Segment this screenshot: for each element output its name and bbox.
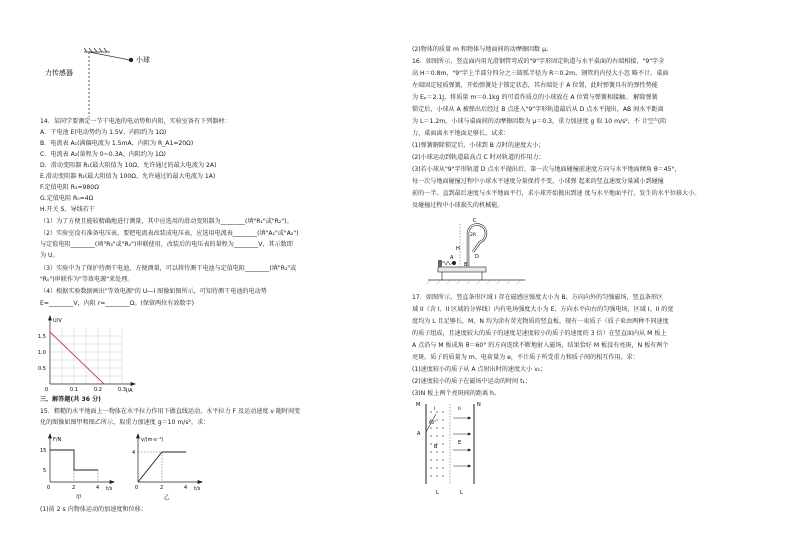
graph-xtick: 0.2 [94, 387, 102, 393]
track-label-a: A [450, 255, 454, 261]
q15-sub2: (2)物体的质量 m 和物体与地面间的动摩擦因数 μ。 [412, 46, 553, 53]
ft-xtick: 0 [47, 485, 51, 491]
label-region-2: II [458, 407, 461, 412]
q16-text: 为 Eₚ＝2.1J，将质量 m＝0.1kg 的可看作质点的小球放在 A 位置与弹簧相接触。 解除弹簧 [412, 94, 658, 101]
q17-sub: (3)N 板上两个亮斑间的距离 h。 [412, 390, 500, 397]
q14-sub3: （3）实验中为了保护待测干电池、方便测量，可以将待测干电池与定值电阻________(填"R₃"或 [40, 265, 297, 272]
track-label-b: B [464, 262, 468, 268]
q14-sub4: （4）根据实验数据画出"等效电源"的 U—I 图像如图所示，可知待测干电池的电动势 [40, 288, 267, 295]
graph-xtick: 0.1 [70, 387, 78, 393]
q15-sub1: (1)前 2 s 内物体运动的加速度和位移； [40, 506, 147, 513]
q14-item: H.开关 S、导线若干 [40, 206, 95, 213]
q14-sub3: "R₀")串联作为"等效电源"来处理。 [40, 276, 134, 283]
graph-xtick: 0.3 [118, 387, 126, 393]
q16-text: 为 L＝1.2m，小球与桌面间的动摩擦因数为 μ＝0.3，重力加速度 g 取 10 m/s²，不 计空气阻 [412, 118, 667, 125]
ft-xlabel: t/s [106, 486, 113, 492]
ft-ylabel: F/N [53, 437, 62, 443]
spring-icon [442, 261, 452, 265]
q14-intro: 14．某同学要测定一节干电池的电动势和内阻，实验室备有下列器材： [40, 118, 231, 125]
graph-ytick: 1.5 [38, 334, 46, 340]
q16-text: 锁定后，小球从 A 被弹出后经过 B 点进入"9"字形轨道最后从 D 点水平抛出，AB 间水平距离 [412, 106, 664, 113]
q17-text: 域 II（含 I、II 区域的分界线）内有电场强度大小为 E、方向水平向右的匀强电场，区域 I、II 的宽 [412, 306, 674, 313]
q16-sub: (2)小球运动到轨道最高点 C 时对轨道的作用力； [412, 154, 545, 161]
label-theta: 60° [429, 420, 437, 425]
graph-ytick: 1.0 [38, 350, 46, 356]
force-sensor-figure [40, 42, 190, 117]
q14-sub2: 为 U。 [40, 252, 59, 259]
q16-sub: 每一次与地面碰撞过程中小球水平速度分量保持不变，小球弹 起来的竖直速度分量减小到碰撞 [412, 178, 664, 185]
ball-icon [452, 261, 456, 265]
ball-label: 小球 [136, 56, 150, 64]
track-label-c: C [473, 218, 477, 224]
u-i-graph [38, 314, 138, 394]
q17-text: 的质子组成，且速度较大的质子的速度是速度较小的质子的速度的 3 倍）在竖直面内从 M 板上 [412, 330, 667, 337]
field-figure [414, 398, 486, 498]
track-label-d: D [475, 254, 479, 260]
q16-sub: 前的一半。直到最后速度与水平地面平行，求小球开始抛出到速 度与水平地面平行，发生的水平位移大小。 [412, 190, 701, 197]
q14-item: A．干电池 E(电动势约为 1.5V、内阻约为 1Ω) [40, 129, 167, 136]
ft-caption: 甲 [76, 495, 82, 500]
ball-icon [129, 58, 133, 62]
q16-sub: (3)若小球从"9"字形轨道 D 点水平抛出后，第一次与地面碰撞前速度方向与水平地面倾角 θ＝45°， [412, 166, 681, 173]
q14-sub2: （2）实验室没有准备电压表，要把电流表改装成电压表，应选用电流表________(填"A₁"或"A₂") [40, 230, 299, 237]
q17-sub: (2)速度较小的质子在磁场中运动的时间 t₁； [412, 378, 531, 385]
table [438, 267, 486, 272]
label-a: A [417, 431, 421, 437]
label-l1: L [436, 490, 439, 496]
ft-xtick: 4 [96, 485, 100, 491]
q14-sub2: 与定值电阻________(填"R₃"或"R₀")串联使用，改装后的电压表的量程为________V，其示数即 [40, 241, 293, 248]
q15-text: 化的图像如图甲和图乙所示，取重力加速度 g＝10 m/s²，求： [40, 419, 210, 426]
track-label-2r: 2R [470, 233, 476, 238]
vt-caption: 乙 [164, 495, 170, 500]
sensor-label: 力传感器 [45, 69, 73, 77]
q14-item: F.定值电阻 R₃=980Ω [40, 184, 99, 191]
q14-item: D．滑动变阻器 R₁(最大阻值为 10Ω、允许通过的最大电流为 2A) [40, 162, 217, 169]
label-m: M [416, 402, 421, 408]
q14-item: B．电流表 A₁(满偏电流为 1.5mA、内阻为 R_A1=20Ω) [40, 140, 194, 147]
q16-text: 高 H＝0.8m，"9"字上半部分四分之三圆弧半径为 R＝0.2m，钢管的内径大小忽 略不计。桌面 [412, 70, 669, 77]
ft-xtick: 2 [72, 485, 76, 491]
f-t-graph [40, 432, 120, 500]
q14-sub4: E=________V，内阻 r=________Ω。(保留两位有效数字) [40, 300, 194, 307]
q15-text: 15．粗糙的水平地面上一物体在水平拉力作用下做直线运动，水平拉力 F 及运动速度 v 随时间变 [40, 408, 301, 415]
label-e: E [458, 440, 462, 446]
vt-xlabel: t/s [194, 486, 201, 492]
nine-track-figure [420, 212, 530, 287]
q17-text: A 点沿与 M 板成角 θ＝60° 的方向连续不断地射入磁场，结果恰好 M 板没有亮斑，N 板有两个 [412, 342, 669, 349]
q14-item: G.定值电阻 R₀=4Ω [40, 195, 94, 202]
q16-sub: (1)弹簧解除锁定后，小球到 B 点时的速度大小； [412, 142, 545, 149]
q14-sub1: （1）为了方便且能较精确地进行测量，其中应选用的滑动变阻器为________(填"R₁"或"R₂")。 [40, 218, 293, 225]
ft-ytick: 15 [40, 448, 47, 454]
track-label-h: H [456, 246, 460, 252]
v-t-graph [128, 432, 208, 500]
q14-item: C．电流表 A₂(量程为 0~0.3A、内阻约为 1Ω) [40, 151, 166, 158]
f-t-line [50, 450, 98, 470]
label-n: N [477, 402, 481, 408]
label-l2: L [460, 490, 463, 496]
label-region-1: I [434, 407, 436, 412]
section-title: 三、解答题(共 36 分) [40, 396, 101, 403]
graph-ylabel: U/V [53, 318, 62, 324]
q17-text: 17．如图所示，竖直条形区域 I 存在磁感应强度大小为 B、方向向外的匀强磁场，竖直条形区 [412, 294, 664, 301]
q17-sub: (1)速度较小的质子从 A 点射出时的速度大小 v₁； [412, 366, 547, 373]
label-b: B [434, 444, 438, 450]
vt-xtick: 2 [160, 485, 164, 491]
q16-text: 力，桌面离水平地面足够长，试求： [412, 130, 510, 137]
graph-xlabel: I/A [126, 388, 133, 394]
q16-sub: 及碰撞过程中小球损失的机械能。 [412, 202, 504, 209]
spring-block [438, 260, 442, 267]
vt-ylabel: v/(m·s⁻¹) [141, 437, 164, 443]
u-i-line [50, 332, 104, 384]
q17-text: 度均为 L 且足够长，M、N 均为涂有荧光物质的竖直板。现有一束质子（质子束由两种不同速度 [412, 318, 669, 325]
graph-origin: 0 [45, 387, 49, 393]
q17-text: 亮斑。质子的质量为 m、电荷量为 e，不计质子所受重力和质子间的相互作用。求： [412, 354, 639, 361]
right-column [400, 0, 794, 560]
q14-item: E.滑动变阻器 R₂(最大阻值为 100Ω、允许通过的最大电流为 1A) [40, 173, 216, 180]
vt-xtick: 0 [135, 485, 139, 491]
q16-text: 16．如图所示，竖直面内用光滑钢管弯成的"9"字形固定轨道与水平桌面的右端相接，"9"字全 [412, 58, 665, 65]
vt-ytick: 4 [132, 450, 136, 456]
graph-ytick: 0.5 [38, 366, 46, 372]
ft-ytick: 5 [43, 468, 47, 474]
q16-text: 左端固定轻质弹簧，开始弹簧处于锁定状态，其右端处于 A 位置，此时弹簧具有的弹性势能 [412, 82, 658, 89]
vt-xtick: 4 [184, 485, 188, 491]
